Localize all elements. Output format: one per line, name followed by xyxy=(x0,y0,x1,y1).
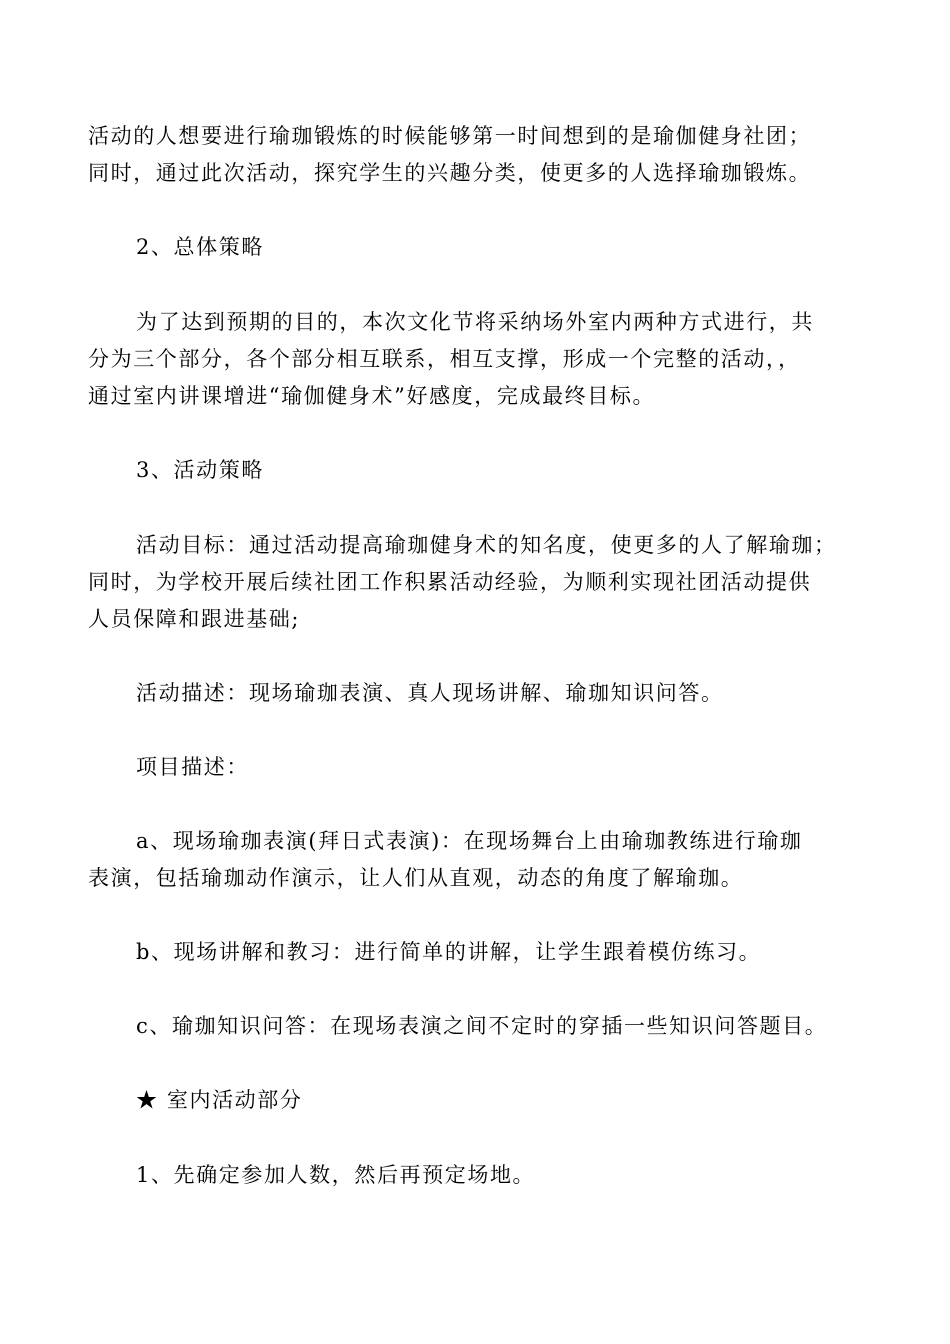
body-paragraph xyxy=(88,304,868,415)
text-line: 活动目标：通过活动提高瑜珈健身术的知名度，使更多的人了解瑜珈； xyxy=(136,533,837,557)
text-line: b、现场讲解和教习：进行简单的讲解，让学生跟着模仿练习。 xyxy=(136,940,762,964)
text-line: 通过室内讲课增进“瑜伽健身术”好感度，完成最终目标。 xyxy=(88,384,656,408)
text-line: 活动的人想要进行瑜珈锻炼的时候能够第一时间想到的是瑜伽健身社团； xyxy=(88,124,812,148)
text-line: 活动描述：现场瑜珈表演、真人现场讲解、瑜珈知识问答。 xyxy=(136,681,724,705)
list-item xyxy=(88,1008,916,1045)
text-line: 分为三个部分，各个部分相互联系，相互支撑，形成一个完整的活动，， xyxy=(88,347,801,371)
text-line: c、瑜珈知识问答：在现场表演之间不定时的穿插一些知识问答题目。 xyxy=(136,1014,828,1038)
text-line: 人员保障和跟进基础; xyxy=(88,607,301,631)
section-heading xyxy=(88,229,916,266)
text-line: 同时，为学校开展后续社团工作积累活动经验，为顺利实现社团活动提供 xyxy=(88,570,812,594)
body-paragraph xyxy=(88,749,916,786)
body-paragraph xyxy=(88,118,868,192)
text-line: ★ 室内活动部分 xyxy=(136,1088,303,1112)
list-item xyxy=(88,823,868,897)
list-item xyxy=(88,1157,916,1194)
text-line: 表演，包括瑜珈动作演示，让人们从直观，动态的角度了解瑜珈。 xyxy=(88,866,744,890)
body-paragraph xyxy=(88,527,868,638)
text-line: 项目描述： xyxy=(136,755,249,779)
text-line: 1、先确定参加人数，然后再预定场地。 xyxy=(136,1163,536,1187)
body-paragraph xyxy=(88,675,916,712)
section-heading xyxy=(88,1082,916,1119)
section-heading xyxy=(88,452,916,489)
text-line: 为了达到预期的目的，本次文化节将采纳场外室内两种方式进行，共 xyxy=(136,310,814,334)
text-line: a、现场瑜珈表演(拜日式表演)：在现场舞台上由瑜珈教练进行瑜珈 xyxy=(136,829,803,853)
list-item xyxy=(88,934,916,971)
text-line: 同时，通过此次活动，探究学生的兴趣分类，使更多的人选择瑜珈锻炼。 xyxy=(88,161,812,185)
text-line: 3、活动策略 xyxy=(136,458,264,482)
text-line: 2、总体策略 xyxy=(136,235,264,259)
